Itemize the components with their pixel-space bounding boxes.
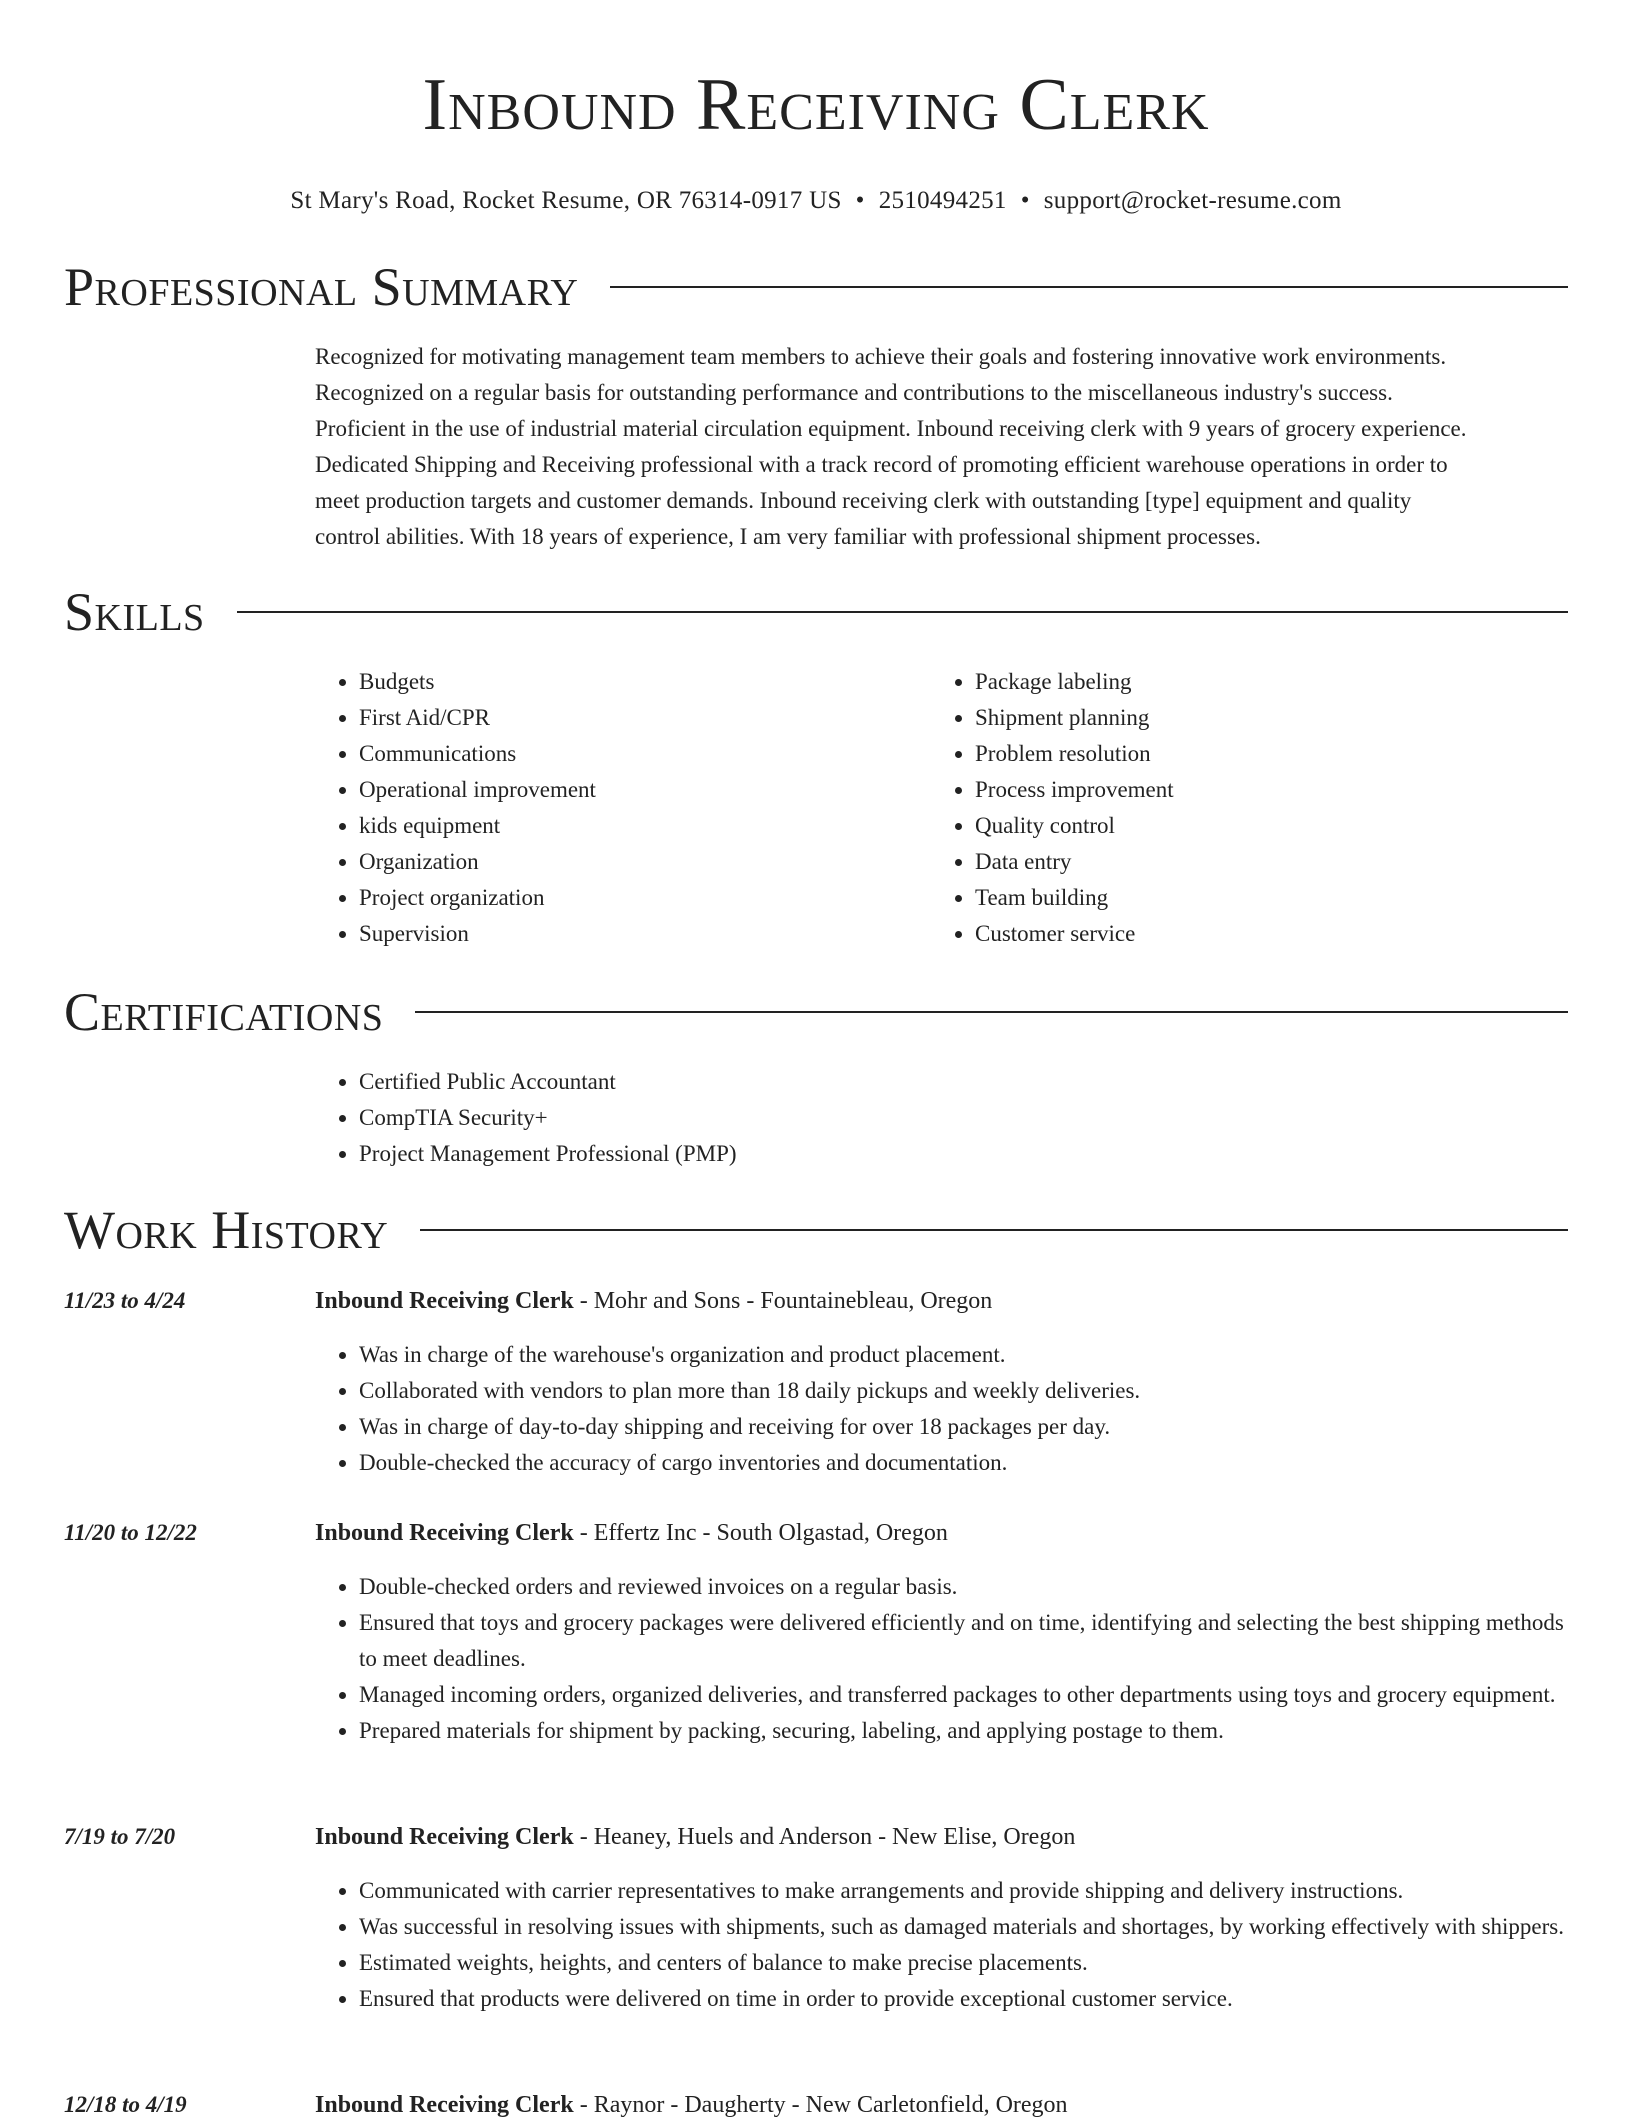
certifications-section — [64, 982, 1568, 1172]
job-title: Inbound Receiving Clerk — [315, 1824, 574, 1850]
email[interactable]: support@rocket-resume.com — [1043, 187, 1342, 214]
duty-item: • Collaborated with vendors to plan more than 18 daily pickups and weekly deliveries. — [359, 1373, 1568, 1409]
job-dates: 12/18 to 4/19 — [64, 2092, 187, 2117]
job-employer: - Mohr and Sons - Fountainebleau, Oregon — [573, 1288, 993, 1314]
skills-column-left — [315, 664, 931, 952]
summary-line: meet production targets and customer demands. Inbound receiving clerk with outstanding [type] equipment and quality — [315, 488, 1412, 513]
skill-item: • Project organization — [359, 880, 931, 916]
section-divider — [610, 286, 1568, 288]
job-duties — [315, 1569, 1568, 1749]
work-history-section — [64, 1200, 1568, 1260]
job-duties — [315, 1873, 1568, 2017]
section-divider — [415, 1011, 1568, 1013]
job-title: Inbound Receiving Clerk — [315, 1288, 574, 1314]
separator: • — [855, 187, 865, 214]
section-header — [64, 582, 1568, 642]
job-title: Inbound Receiving Clerk — [315, 2092, 574, 2118]
skill-item: • Organization — [359, 844, 931, 880]
skill-item: • Customer service — [975, 916, 1475, 952]
skill-item: • Communications — [359, 736, 931, 772]
skill-item: • Team building — [975, 880, 1475, 916]
duty-item: • Ensured that products were delivered on time in order to provide exceptional customer service. — [359, 1981, 1568, 2017]
job-dates: 11/20 to 12/22 — [64, 1520, 197, 1545]
skill-item: • Supervision — [359, 916, 931, 952]
certification-item: • CompTIA Security+ — [359, 1100, 1568, 1136]
resume-page — [64, 0, 1568, 2118]
contact-line — [64, 184, 1568, 218]
phone: 2510494251 — [878, 187, 1007, 214]
candidate-name: Inbound Receiving Clerk — [422, 64, 1210, 146]
skills-section — [64, 582, 1568, 952]
job-entry — [64, 1283, 1568, 1481]
job-dates: 11/23 to 4/24 — [64, 1288, 186, 1313]
skill-item: • Shipment planning — [975, 700, 1475, 736]
skill-item: • Package labeling — [975, 664, 1475, 700]
skill-item: • Operational improvement — [359, 772, 931, 808]
section-divider — [237, 611, 1568, 613]
skills-column-right — [931, 664, 1475, 952]
job-dates: 7/19 to 7/20 — [64, 1824, 176, 1849]
summary-line: Recognized for motivating management team members to achieve their goals and fostering innovative work environments. — [315, 344, 1447, 369]
skill-item: • kids equipment — [359, 808, 931, 844]
duty-item: • Communicated with carrier representatives to make arrangements and provide shipping and delivery instructions. — [359, 1873, 1568, 1909]
certification-item: • Certified Public Accountant — [359, 1064, 1568, 1100]
job-duties — [315, 1337, 1568, 1481]
section-header — [64, 982, 1568, 1042]
job-heading — [315, 1283, 992, 1319]
section-title: Professional Summary — [64, 257, 579, 317]
summary-line: Proficient in the use of industrial material circulation equipment. Inbound receiving clerk with 9 years of grocery experience. — [315, 416, 1467, 441]
job-heading — [315, 2087, 1068, 2123]
skill-item: • Problem resolution — [975, 736, 1475, 772]
summary-line: control abilities. With 18 years of experience, I am very familiar with professional shipment processes. — [315, 524, 1261, 549]
skill-item: • First Aid/CPR — [359, 700, 931, 736]
duty-item: • Prepared materials for shipment by packing, securing, labeling, and applying postage to them. — [359, 1713, 1568, 1749]
section-title: Certifications — [64, 982, 384, 1042]
duty-item: • Was successful in resolving issues with shipments, such as damaged materials and shortages, by working effectively with shippers. — [359, 1909, 1568, 1945]
duty-item: • Was in charge of the warehouse's organization and product placement. — [359, 1337, 1568, 1373]
summary-text — [315, 339, 1568, 555]
summary-section — [64, 257, 1568, 555]
job-title: Inbound Receiving Clerk — [315, 1520, 574, 1546]
job-employer: - Raynor - Daugherty - New Carletonfield, Oregon — [573, 2092, 1068, 2118]
job-employer: - Heaney, Huels and Anderson - New Elise, Oregon — [573, 1824, 1076, 1850]
skills-list — [315, 664, 1568, 952]
section-title: Work History — [64, 1200, 389, 1260]
summary-line: Dedicated Shipping and Receiving professional with a track record of promoting efficient warehouse operations in order to — [315, 452, 1448, 477]
section-header — [64, 1200, 1568, 1260]
job-entry — [64, 1819, 1568, 2017]
duty-item: • Double-checked the accuracy of cargo inventories and documentation. — [359, 1445, 1568, 1481]
duty-item: • Managed incoming orders, organized deliveries, and transferred packages to other departments using toys and grocery equipment. — [359, 1677, 1568, 1713]
section-divider — [420, 1229, 1568, 1231]
job-entry — [64, 2087, 1568, 2123]
address: St Mary's Road, Rocket Resume, OR 76314-0917 US — [290, 187, 842, 214]
skill-item: • Data entry — [975, 844, 1475, 880]
job-employer: - Effertz Inc - South Olgastad, Oregon — [573, 1520, 948, 1546]
duty-item: • Ensured that toys and grocery packages were delivered efficiently and on time, identifying and selecting the best shipping methods to meet deadlines. — [359, 1605, 1568, 1677]
skill-item: • Quality control — [975, 808, 1475, 844]
job-entry — [64, 1515, 1568, 1749]
certification-item: • Project Management Professional (PMP) — [359, 1136, 1568, 1172]
job-heading — [315, 1515, 948, 1551]
skill-item: • Process improvement — [975, 772, 1475, 808]
job-heading — [315, 1819, 1075, 1855]
section-title: Skills — [64, 582, 205, 642]
separator: • — [1020, 187, 1030, 214]
summary-line: Recognized on a regular basis for outstanding performance and contributions to the miscellaneous industry's success. — [315, 380, 1393, 405]
certifications-list — [315, 1064, 1568, 1172]
duty-item: • Double-checked orders and reviewed invoices on a regular basis. — [359, 1569, 1568, 1605]
duty-item: • Estimated weights, heights, and centers of balance to make precise placements. — [359, 1945, 1568, 1981]
skill-item: • Budgets — [359, 664, 931, 700]
duty-item: • Was in charge of day-to-day shipping and receiving for over 18 packages per day. — [359, 1409, 1568, 1445]
section-header — [64, 257, 1568, 317]
